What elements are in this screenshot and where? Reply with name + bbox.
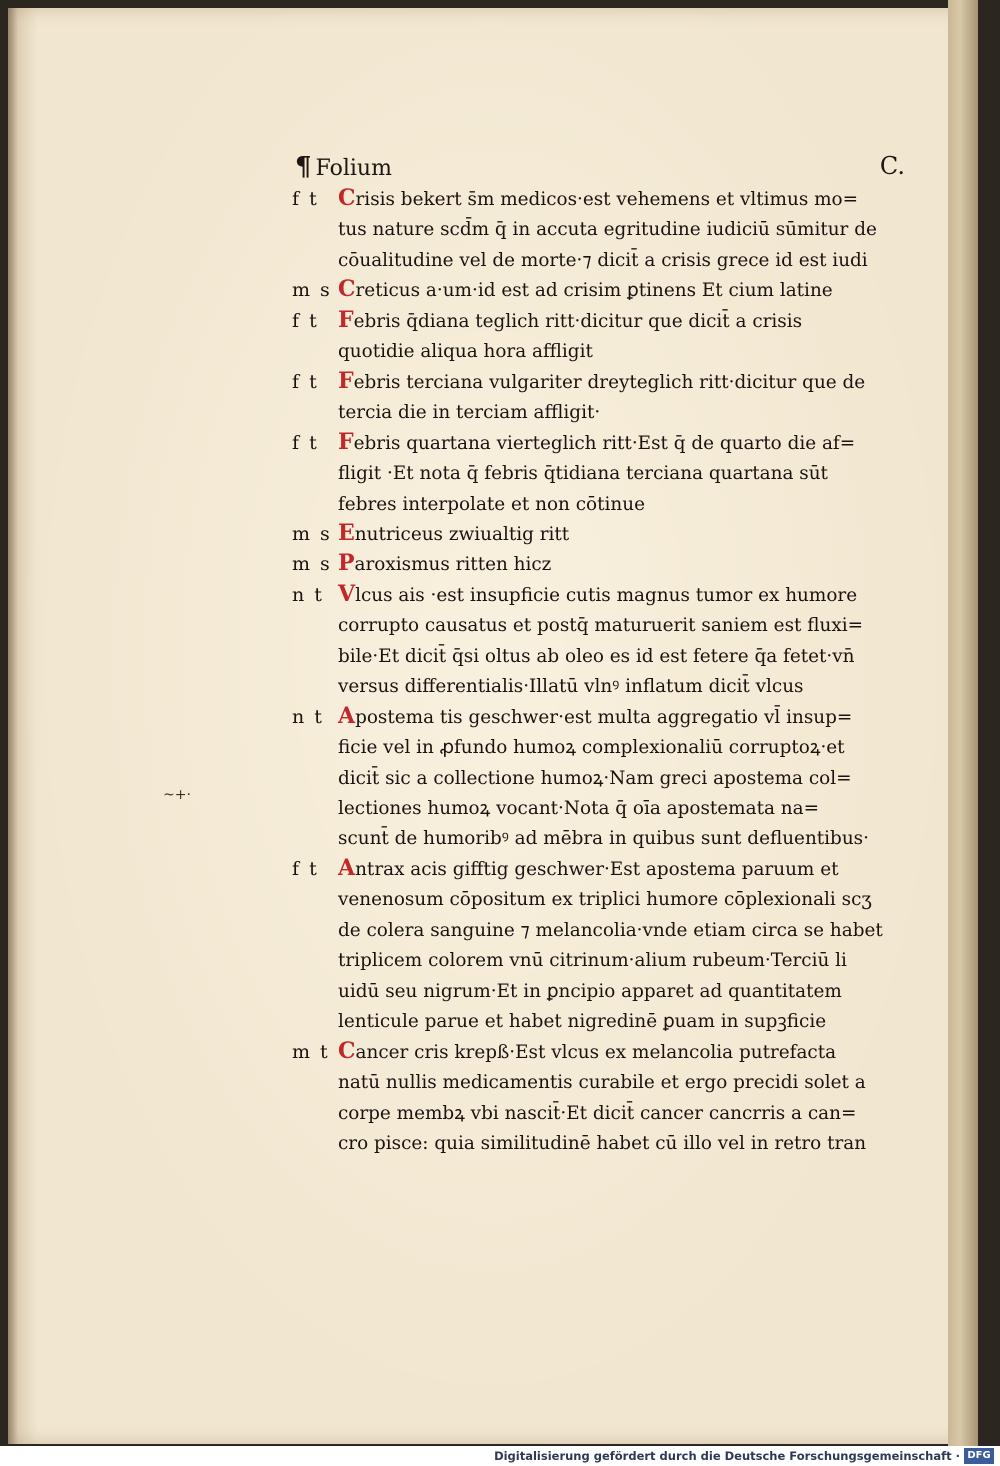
text-line — [292, 1005, 892, 1035]
rubricated-initial: P — [338, 550, 355, 577]
margin-letters: f t — [292, 370, 319, 393]
line-body: lenticule parue et habet nigredinē ꝑuam in supꝫficie — [338, 1011, 827, 1033]
margin-letters: f t — [292, 857, 319, 880]
pilcrow-mark: ¶ — [295, 152, 312, 182]
line-body: cōualitudine vel de morte·⁊ dicit̄ a crisis grece id est iudi — [338, 249, 868, 271]
margin-letters: f t — [292, 309, 319, 332]
dfg-logo: DFG — [964, 1448, 994, 1464]
text-line — [292, 335, 892, 365]
text-line — [292, 883, 892, 913]
line-body: tus nature scd̄m q̄ in accuta egritudine iudiciū sūmitur de — [338, 219, 877, 241]
line-text — [338, 609, 863, 641]
line-body: ebris quartana vierteglich ritt·Est q̄ de quarto die af= — [353, 432, 856, 454]
text-line — [292, 579, 892, 609]
rubricated-initial: A — [338, 854, 356, 881]
line-text — [338, 183, 858, 215]
line-text — [338, 213, 877, 245]
line-body: dicit̄ sic a collectione humoꝝ·Nam greci apostema col= — [338, 767, 852, 789]
text-line — [292, 914, 892, 944]
rubricated-initial: F — [338, 367, 354, 394]
text-line — [292, 518, 892, 548]
text-line — [292, 548, 892, 578]
line-text — [338, 1127, 866, 1159]
text-line — [292, 183, 892, 213]
line-text — [338, 792, 819, 824]
text-line — [292, 213, 892, 243]
line-body: risis bekert s̄m medicos·est vehemens et vltimus mo= — [355, 189, 859, 210]
text-line — [292, 457, 892, 487]
header-title — [295, 152, 392, 182]
text-line — [292, 640, 892, 670]
footer-credit: Digitalisierung gefördert durch die Deutsche Forschungsgemeinschaft · — [494, 1449, 960, 1463]
text-line — [292, 609, 892, 639]
line-text — [338, 518, 569, 550]
margin-letters: m s — [292, 279, 332, 302]
margin-letters: f t — [292, 188, 319, 210]
line-body: ntrax acis gifftig geschwer·Est apostema paruum et — [355, 858, 839, 880]
line-text — [338, 366, 865, 398]
line-body: scunt̄ de humoribꝰ ad mēbra in quibus sunt defluentibus· — [338, 828, 869, 850]
rubricated-initial: C — [338, 276, 356, 303]
line-body: corrupto causatus et postq̄ maturuerit saniem est fluxi= — [338, 615, 864, 637]
text-line — [292, 670, 892, 700]
margin-letters: m t — [292, 1040, 330, 1063]
margin-letters: m s — [292, 553, 332, 576]
line-body: ficie vel in ꝓfundo humoꝝ complexionaliū corruptoꝝ·et — [338, 737, 845, 759]
margin-letters: m s — [292, 522, 332, 545]
line-text — [338, 305, 802, 337]
line-text — [338, 335, 593, 367]
text-line — [292, 731, 892, 761]
line-body: ebris q̄diana teglich ritt·dicitur que dicit̄ a crisis — [353, 310, 803, 332]
line-text — [338, 731, 845, 763]
text-line — [292, 853, 892, 883]
line-text — [338, 1005, 826, 1037]
margin-mark: ~+· — [163, 787, 191, 803]
line-body: bile·Et dicit̄ q̄si oltus ab oleo es id est fetere q̄a fetet·vn̄ — [338, 645, 855, 667]
line-body: lectiones humoꝝ vocant·Nota q̄ oīa apostemata na= — [338, 798, 819, 819]
text-line — [292, 1097, 892, 1127]
line-body: postema tis geschwer·est multa aggregatio vl̄ insup= — [355, 706, 853, 728]
line-body: febres interpolate et non cōtinue — [338, 493, 645, 515]
line-body: de colera sanguine ⁊ melancolia·vnde etiam circa se habet — [338, 919, 883, 941]
line-body: versus differentialis·Illatū vlnꝰ inflatum dicit̄ vlcus — [338, 676, 804, 698]
header-title-text: Folium — [315, 156, 392, 181]
rubricated-initial: E — [338, 519, 355, 546]
page-edge — [948, 0, 978, 1452]
line-text — [338, 579, 857, 611]
line-text — [338, 244, 868, 276]
line-body: tercia die in terciam affligit· — [338, 402, 601, 424]
line-body: lcus ais ·est insupficie cutis magnus tumor ex humore — [355, 584, 858, 606]
line-body: fligit ·Et nota q̄ febris q̄tidiana terciana quartana sūt — [338, 463, 828, 485]
line-text — [338, 975, 842, 1007]
folio-number: C. — [879, 152, 905, 180]
text-line — [292, 1066, 892, 1096]
line-text — [338, 1066, 866, 1098]
line-text — [338, 274, 833, 306]
text-line — [292, 1036, 892, 1066]
text-line — [292, 274, 892, 304]
text-line — [292, 366, 892, 396]
line-body: natū nullis medicamentis curabile et ergo precidi solet a — [338, 1072, 866, 1094]
line-body: quotidie aliqua hora affligit — [338, 341, 593, 363]
line-text — [338, 548, 551, 580]
text-line — [292, 701, 892, 731]
line-body: venenosum cōpositum ex triplici humore cōplexionali scʒ — [338, 889, 872, 911]
line-text — [338, 701, 852, 733]
line-text — [338, 670, 804, 702]
line-text — [338, 914, 883, 946]
rubricated-initial: C — [338, 185, 356, 211]
line-body: reticus a·um·id est ad crisim ꝑtinens Et cium latine — [355, 280, 833, 302]
line-body: nutriceus zwiualtig ritt — [354, 523, 570, 545]
line-body: cro pisce: quia similitudinē habet cū illo vel in retro tran — [338, 1132, 867, 1154]
rubricated-initial: F — [338, 428, 354, 455]
line-text — [338, 1036, 836, 1068]
line-text — [338, 427, 855, 459]
text-line — [292, 944, 892, 974]
rubricated-initial: V — [338, 580, 356, 607]
margin-letters: n t — [292, 583, 324, 606]
text-line — [292, 427, 892, 457]
rubricated-initial: C — [338, 1037, 356, 1064]
line-text — [338, 853, 838, 885]
line-text — [338, 457, 828, 489]
line-body: uidū seu nigrum·Et in ꝑncipio apparet ad quantitatem — [338, 980, 842, 1002]
line-text — [338, 822, 869, 854]
line-text — [338, 762, 852, 794]
line-body: ebris terciana vulgariter dreyteglich ritt·dicitur que de — [353, 371, 866, 393]
line-body: triplicem colorem vnū citrinum·alium rubeum·Terciū li — [338, 950, 847, 972]
margin-letters: n t — [292, 705, 324, 728]
text-line — [292, 792, 892, 822]
text-line — [292, 822, 892, 852]
margin-letters: f t — [292, 431, 319, 454]
line-text — [338, 488, 645, 520]
rubricated-initial: F — [338, 306, 354, 333]
text-line — [292, 488, 892, 518]
line-body: corpe membꝝ vbi nascit̄·Et dicit̄ cancer cancrris a can= — [338, 1102, 857, 1124]
line-text — [338, 1097, 856, 1129]
text-line — [292, 975, 892, 1005]
text-line — [292, 762, 892, 792]
gutter-shadow — [8, 8, 18, 1444]
rubricated-initial: A — [338, 702, 356, 729]
line-text — [338, 944, 847, 976]
text-line — [292, 244, 892, 274]
line-text — [338, 396, 600, 428]
line-text — [338, 640, 854, 672]
line-body: aroxismus ritten hicz — [354, 554, 552, 576]
text-line — [292, 305, 892, 335]
line-body: ancer cris krepß·Est vlcus ex melancolia putrefacta — [355, 1041, 837, 1063]
line-text — [338, 883, 872, 915]
text-line — [292, 396, 892, 426]
text-line — [292, 1127, 892, 1157]
